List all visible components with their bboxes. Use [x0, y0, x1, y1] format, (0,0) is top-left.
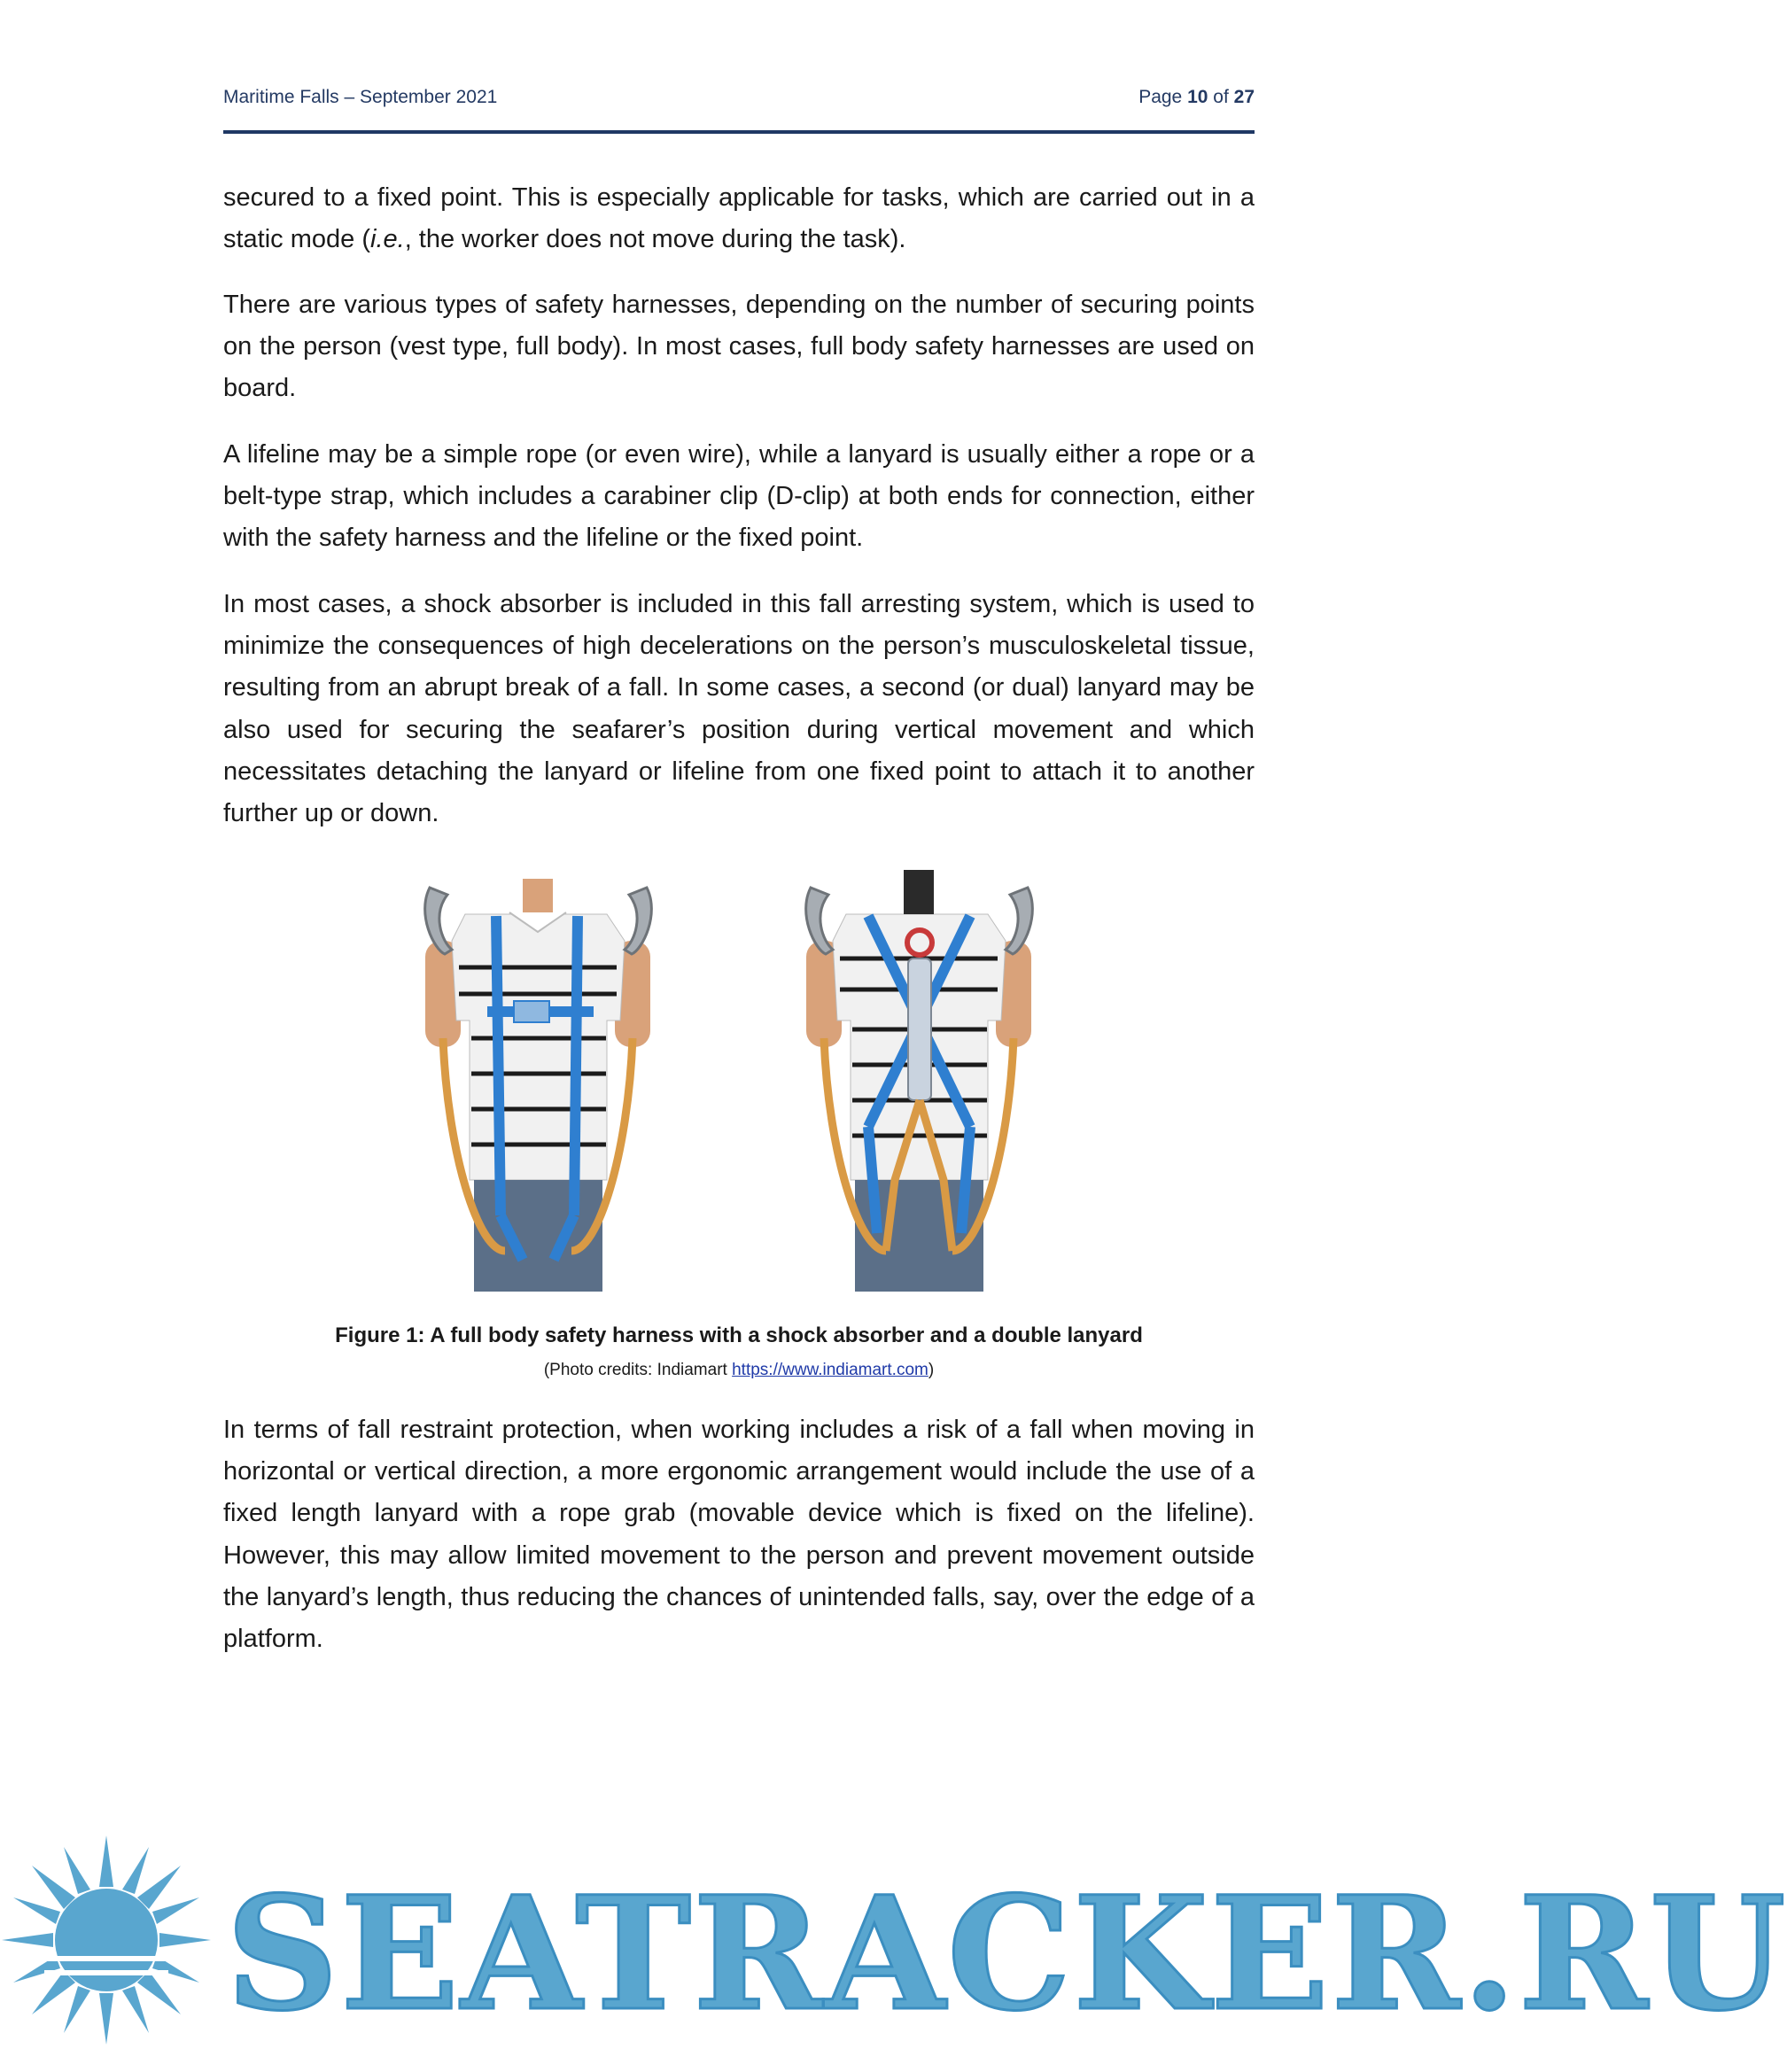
paragraph-1-part-a: secured to a fixed point. This is especially applicable for tasks, which are carried out in a static mode (: [223, 183, 1255, 254]
paragraph-2: There are various types of safety harnesses, depending on the number of securing points on the person (vest type, full body). In most cases, full body safety harnesses are used on board.: [223, 291, 1255, 403]
paragraph-5: In terms of fall restraint protection, when working includes a risk of a fall when moving in horizontal or vertical direction, a more ergonomic arrangement would include the use of a fixed length lanyard with a rope grab (movable device which is fixed on the lifeline). However, this may allow limited movement to the person and prevent movement outside the lanyard’s length, thus reducing the chances of unintended falls, say, over the edge of a platform.: [223, 1416, 1255, 1654]
credit-prefix: (Photo credits: Indiamart: [543, 1361, 733, 1379]
photo-credit: [223, 1361, 1255, 1380]
page-header: [223, 87, 1255, 115]
credit-suffix: ): [928, 1361, 935, 1379]
back-view-figure: [806, 870, 1033, 1292]
page-number: 10: [1187, 87, 1208, 107]
front-view-figure: [425, 879, 652, 1292]
paragraph-1: [223, 177, 1255, 260]
paragraph-1-ie: i.e.: [370, 225, 405, 254]
document-title: Maritime Falls – September 2021: [223, 87, 498, 107]
page-indicator: [1138, 87, 1255, 108]
of-label: of: [1213, 87, 1229, 107]
header-rule: [223, 130, 1255, 134]
paragraph-3: A lifeline may be a simple rope (or even wire), while a lanyard is usually either a rope or a belt-type strap, which includes a carabiner clip (D-clip) at both ends for connection, either with the safety harness and the lifeline or the fixed point.: [223, 440, 1255, 553]
harness-illustration: [381, 861, 1097, 1292]
page-total: 27: [1233, 87, 1255, 107]
paragraph-1-part-b: , the worker does not move during the task).: [404, 225, 906, 254]
figure-caption: Figure 1: A full body safety harness with a shock absorber and a double lanyard: [335, 1323, 1143, 1347]
page-label: Page: [1138, 87, 1183, 107]
watermark-text: SEATRACKER.RU: [226, 1862, 1787, 2045]
credit-link[interactable]: https://www.indiamart.com: [732, 1361, 928, 1379]
harness-photo: [381, 861, 1097, 1292]
sun-icon: [2, 1835, 211, 2045]
paragraph-4: In most cases, a shock absorber is included in this fall arresting system, which is used to minimize the consequences of high decelerations on the person’s musculoskeletal tissue, resulting from an abrupt break of a fall. In some cases, a second (or dual) lanyard may be also used for securing the seafarer’s position during vertical movement and which necessitates detaching the lanyard or lifeline from one fixed point to attach it to another further up or down.: [223, 590, 1255, 828]
